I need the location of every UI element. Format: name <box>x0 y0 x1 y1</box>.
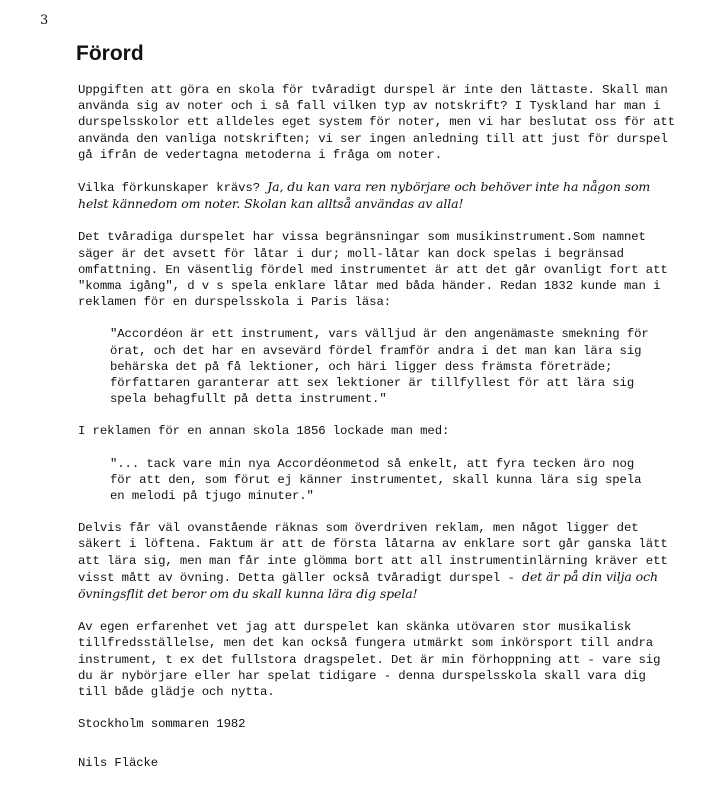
paragraph-2-typed: Vilka förkunskaper krävs? <box>78 181 260 196</box>
paragraph-1: Uppgiften att göra en skola för tvåradigt durspel är inte den lättaste. Skall man använda sig av noter och i så fall vilken typ av notskrift? I Tyskland har man i durspelsskolor ett alldeles eget system för noter, men vi har beslutat oss för att använda den vanliga notskriften; vi ser ingen anledning till att just för durspel gå ifrån de vedertagna metoderna i fråga om noter. <box>78 83 675 162</box>
place-date: Stockholm sommaren 1982 <box>78 717 246 732</box>
preface-body <box>78 82 678 787</box>
quote-2: "... tack vare min nya Accordéonmetod så enkelt, att fyra tecken äro nog för att den, som förut ej känner instrumentet, skall kunna lära sig spela en melodi på tjugo minuter." <box>110 456 642 504</box>
author-name: Nils Fläcke <box>78 755 159 770</box>
page-title: Förord <box>76 42 144 65</box>
paragraph-3: Det tvåradiga durspelet har vissa begränsningar som musikinstrument.Som namnet säger är det avsett för låtar i dur; moll-låtar kan dock spelas i begränsad omfattning. En väsentlig fördel med instrumentet är att det går ovanligt fort att "komma igång", d v s spela enklare låtar med båda händer. Redan 1832 kunde man i reklamen för en durspelsskola i Paris läsa: <box>78 230 668 310</box>
paragraph-5 <box>78 520 678 603</box>
page-number: 3 <box>40 13 49 28</box>
paragraph-2 <box>78 179 678 213</box>
handwritten-note-1: Ja, du kan vara ren nybörjare och behöver inte ha någon som helst kännedom om noter. Skolan kan alltså användas av alla! <box>78 179 651 212</box>
paragraph-5-typed: Delvis får väl ovanstående räknas som överdriven reklam, men något ligger det säkert i löftena. Faktum är att de första låtarna av enklare sort går ganska lätt att lära sig, men man får inte glömma bort att all instrumentinlärning kräver ett visst mått av övning. Detta gäller också tvåradigt durspel - <box>78 521 668 585</box>
paragraph-6: Av egen erfarenhet vet jag att durspelet kan skänka utövaren stor musikalisk tillfredsställelse, men det kan också fungera utmärkt som inkörsport till andra instrument, t ex det fullstora dragspelet. Det är min förhoppning att - vare sig du är nybörjare eller har spelat tidigare - denna durspelsskola skall vara dig till både glädje och nytta. <box>78 620 661 700</box>
quote-1: "Accordéon är ett instrument, vars välljud är den angenämaste smekning för örat, och det har en avsevärd fördel framför andra i det man kan lära sig behärska det på få lektioner, och häri ligger dess främsta företräde; författaren garanterar att sex lektioner är tillfyllest för att lära sig spela behagfullt på detta instrument." <box>110 327 649 407</box>
paragraph-4: I reklamen för en annan skola 1856 lockade man med: <box>78 424 450 439</box>
handwritten-note-2: det är på din vilja och övningsflit det beror om du skall kunna lära dig spela! <box>78 568 658 602</box>
